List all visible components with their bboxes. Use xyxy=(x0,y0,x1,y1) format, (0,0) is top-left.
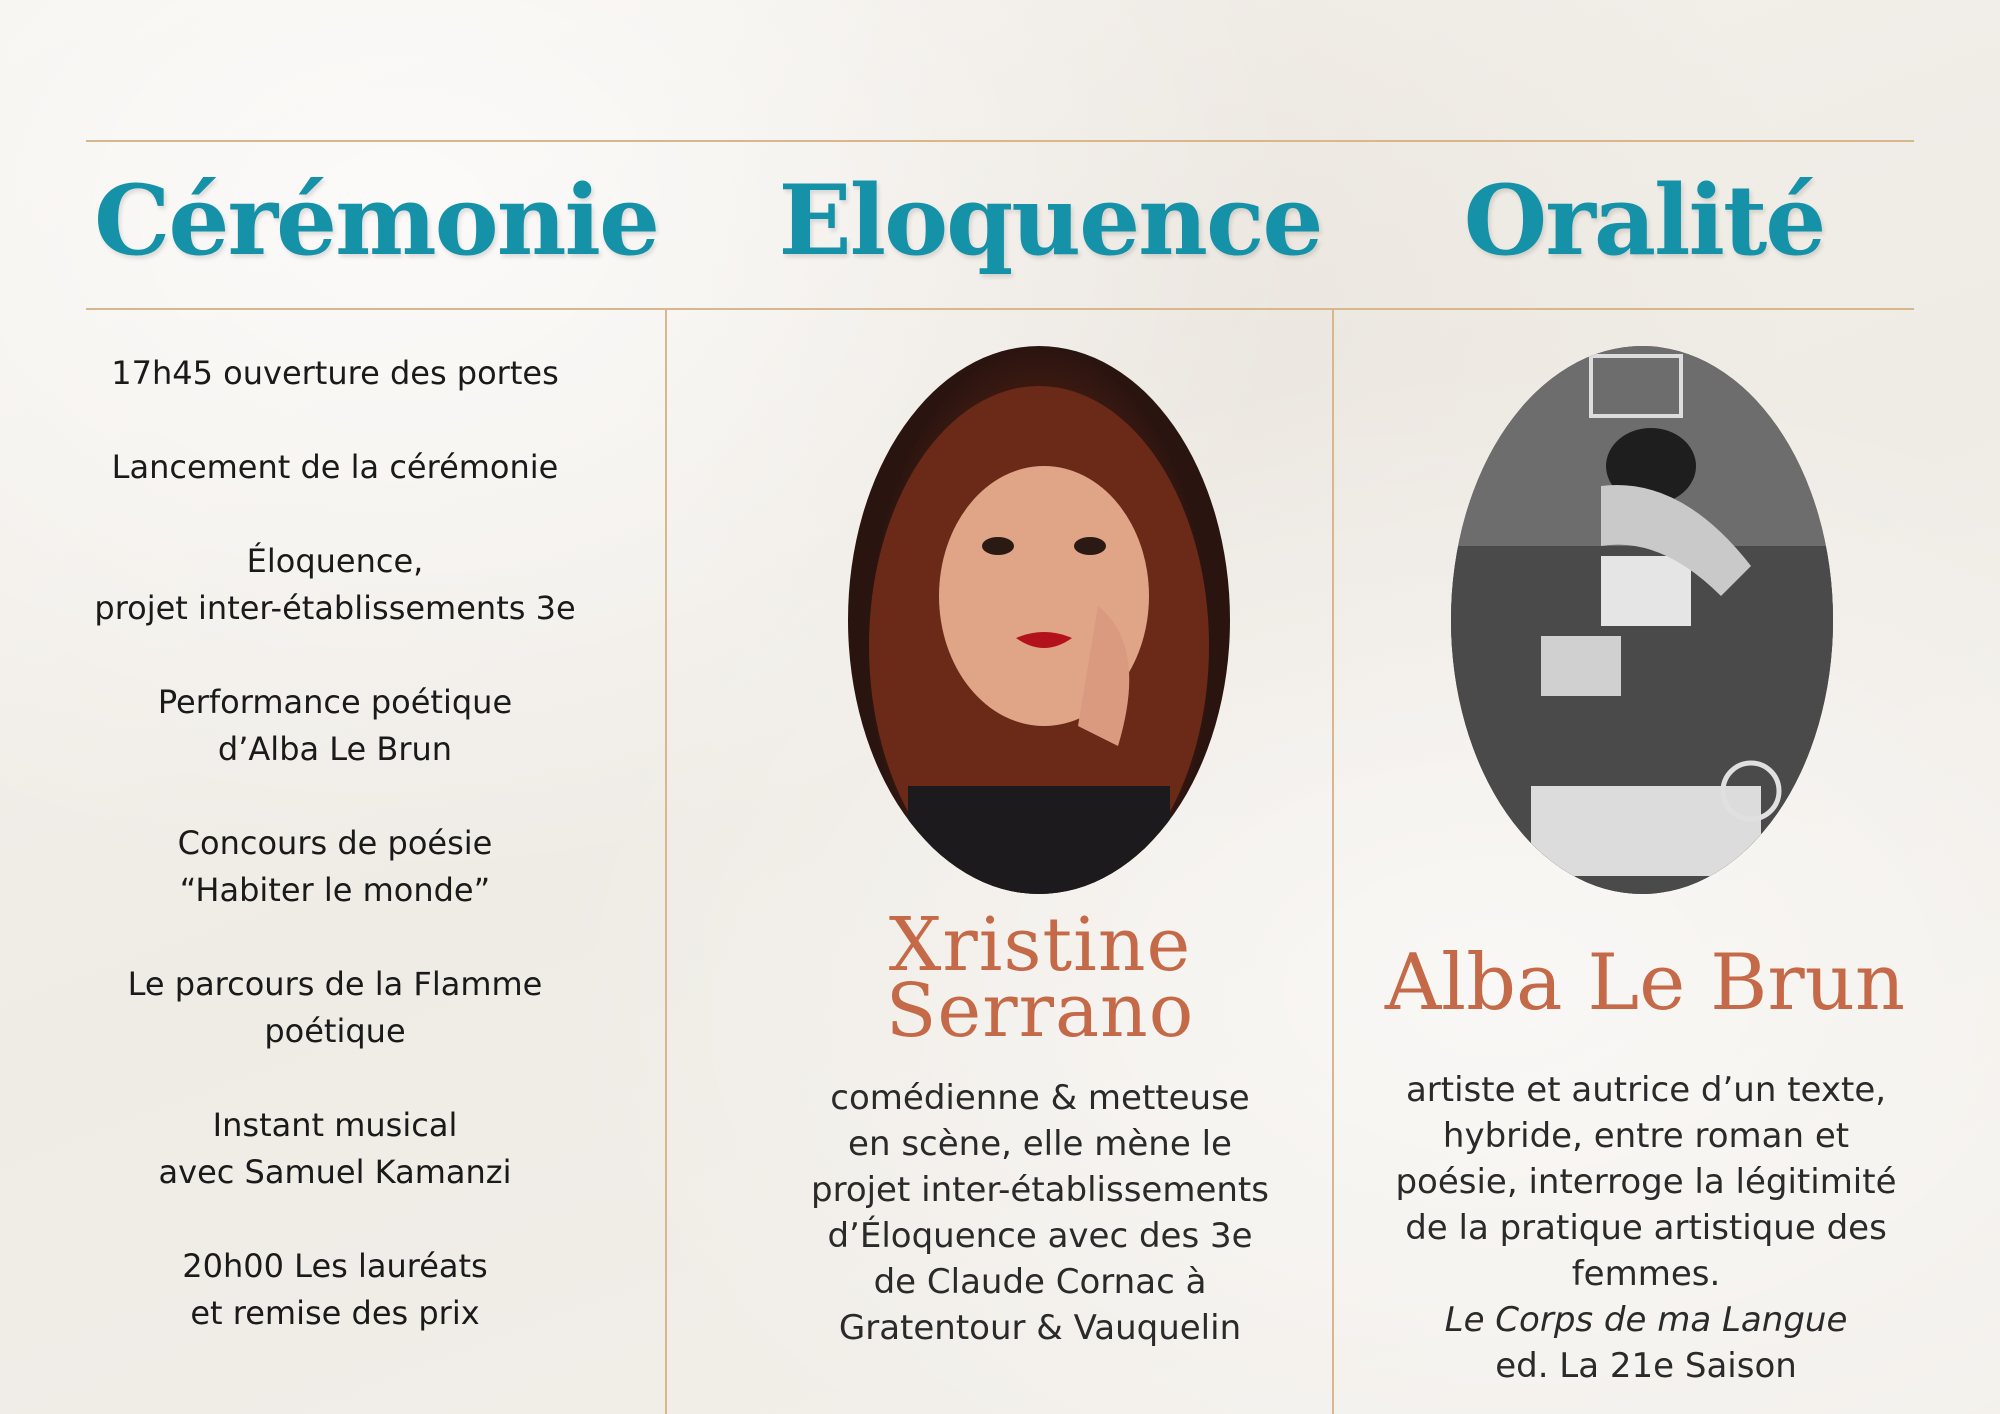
program-item: Instant musical avec Samuel Kamanzi xyxy=(158,1106,512,1191)
book-title: Le Corps de ma Langue xyxy=(1444,1300,1848,1340)
program-item: Performance poétique d’Alba Le Brun xyxy=(157,683,513,768)
heading-eloquence: Eloquence xyxy=(778,163,1322,277)
top-divider xyxy=(86,140,1914,142)
artist-desk-illustration xyxy=(1451,346,1833,894)
header-divider xyxy=(86,308,1914,310)
program-item: 17h45 ouverture des portes xyxy=(111,354,559,392)
program-item: Concours de poésie “Habiter le monde” xyxy=(177,824,493,909)
speaker-bio-xristine-serrano: comédienne & metteuse en scène, elle mène le projet inter-établissements d’Éloquence avec des 3e de Claude Cornac à Gratentour & Vauquelin xyxy=(811,1078,1269,1348)
column-divider-left xyxy=(665,309,667,1414)
program-item: Le parcours de la Flamme poétique xyxy=(127,965,543,1050)
photo-alba-le-brun-working xyxy=(1451,346,1833,894)
program-item: Lancement de la cérémonie xyxy=(111,448,559,486)
speaker-name-alba-le-brun: Alba Le Brun xyxy=(1384,938,1906,1028)
portrait-illustration xyxy=(848,346,1230,894)
speaker-bio-alba-le-brun: artiste et autrice d’un texte, hybride, entre roman et poésie, interroge la légitimité de la pratique artistique des femmes. Le Corps de ma Langue ed. La 21e Saison xyxy=(1376,1067,1916,1389)
heading-ceremonie: Cérémonie xyxy=(93,163,659,277)
heading-oralite: Oralité xyxy=(1463,163,1825,277)
ceremony-program xyxy=(40,350,630,1384)
program-item: Éloquence, projet inter-établissements 3e xyxy=(94,542,576,627)
speaker-name-xristine-serrano: Xristine Serrano xyxy=(885,902,1195,1054)
program-item: 20h00 Les lauréats et remise des prix xyxy=(182,1247,488,1332)
publisher: ed. La 21e Saison xyxy=(1495,1346,1797,1386)
portrait-photo-xristine-serrano xyxy=(848,346,1230,894)
